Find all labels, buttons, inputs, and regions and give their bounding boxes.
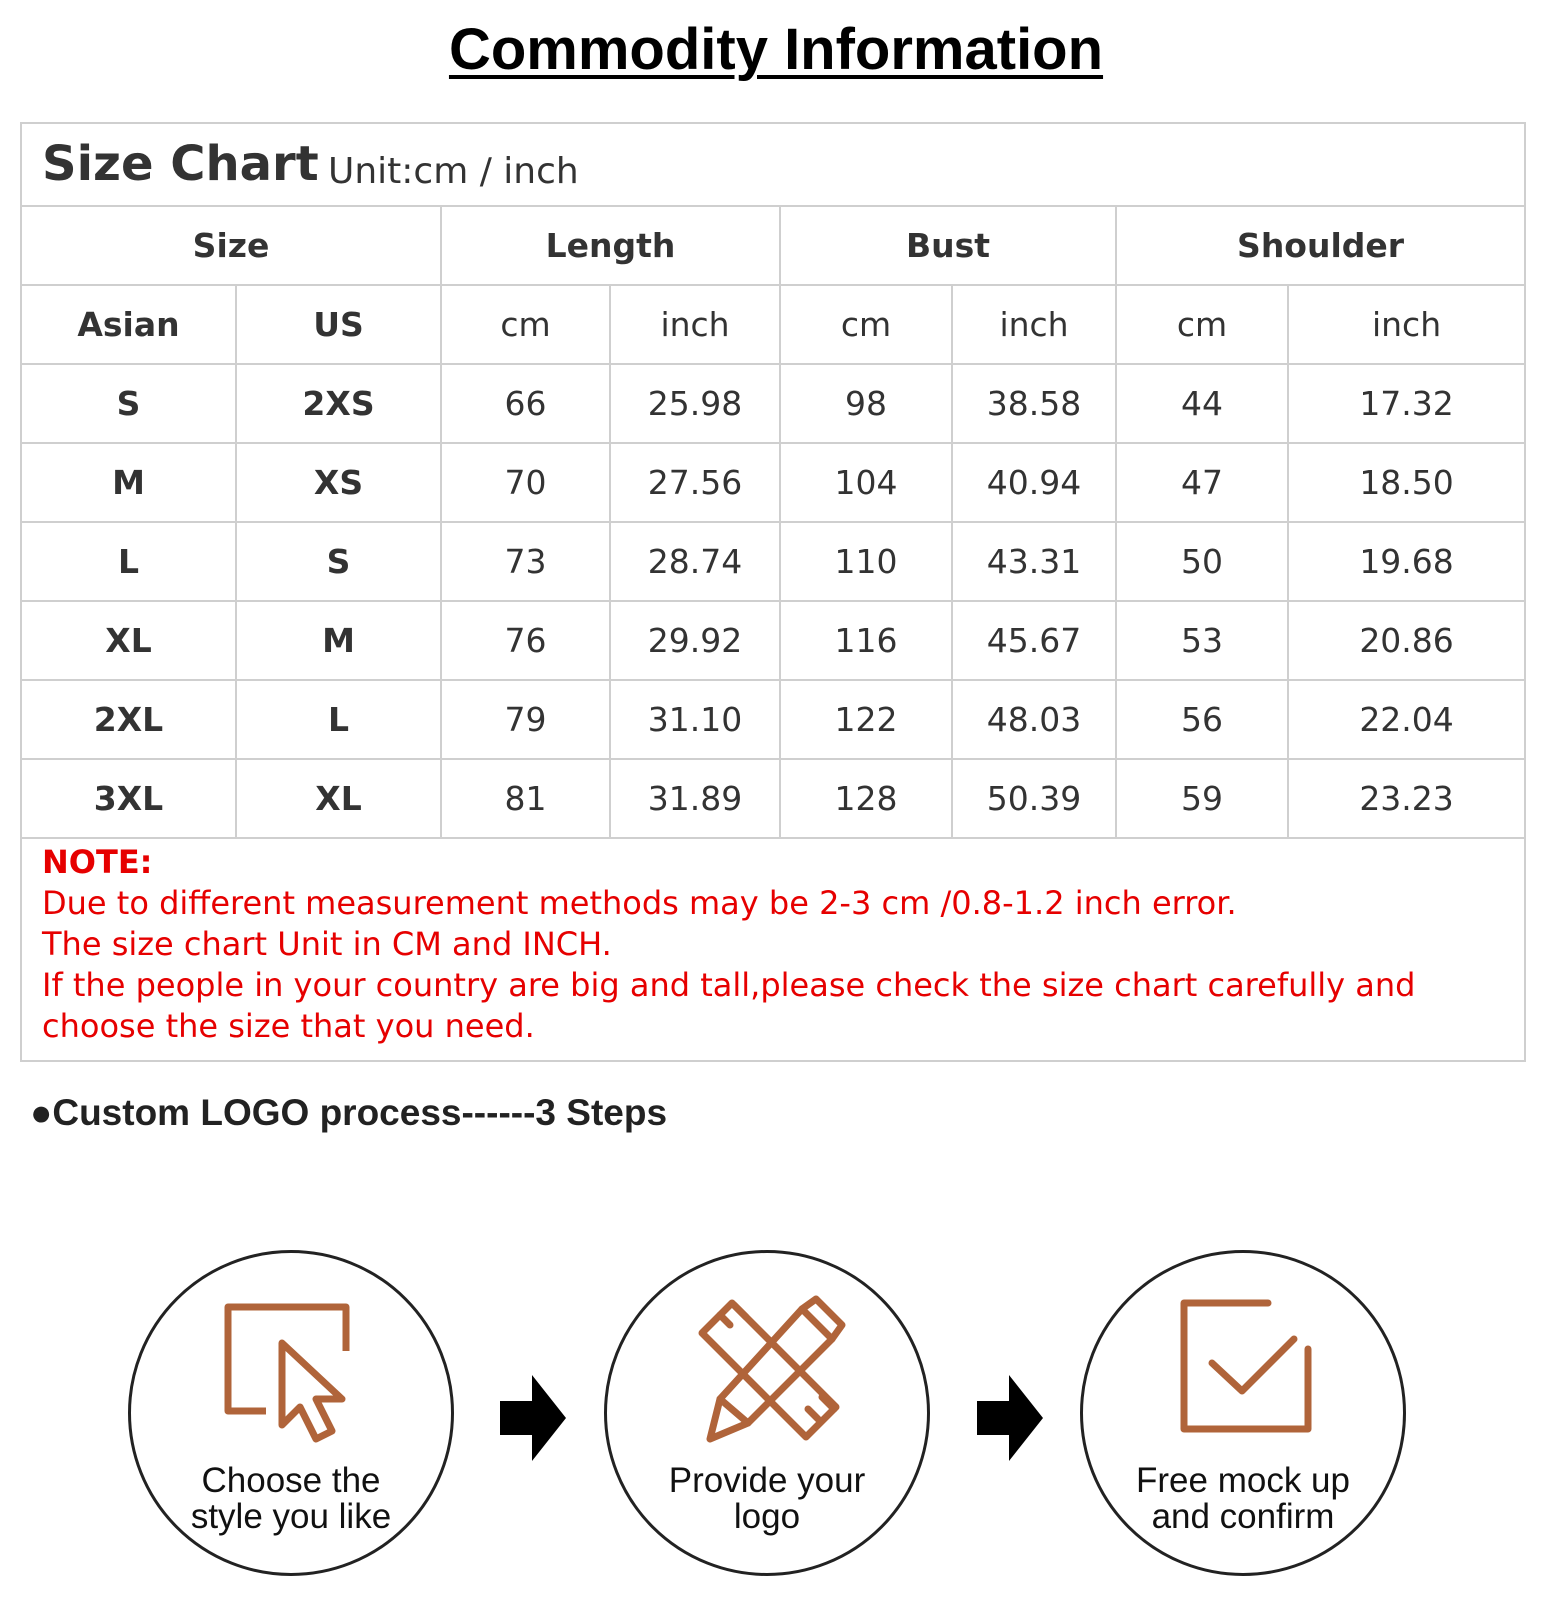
size-chart-header bbox=[22, 124, 1524, 207]
size-chart-title: Size Chart bbox=[42, 136, 319, 192]
cell-asian-size: XL bbox=[22, 601, 236, 680]
sub-header-shoulder-inch: inch bbox=[1288, 285, 1524, 364]
step-choose-style bbox=[128, 1250, 454, 1576]
step-mock-up-confirm bbox=[1080, 1250, 1406, 1576]
cell-bust-cm: 98 bbox=[780, 364, 952, 443]
sub-header-shoulder-cm: cm bbox=[1116, 285, 1288, 364]
cell-length-cm: 81 bbox=[441, 759, 610, 838]
cursor-select-icon bbox=[214, 1293, 374, 1453]
cell-shoulder-inch: 17.32 bbox=[1288, 364, 1524, 443]
header-size: Size bbox=[22, 207, 441, 285]
note-line-unit: The size chart Unit in CM and INCH. bbox=[42, 925, 612, 963]
cell-bust-cm: 128 bbox=[780, 759, 952, 838]
cell-shoulder-cm: 50 bbox=[1116, 522, 1288, 601]
cell-length-inch: 29.92 bbox=[610, 601, 780, 680]
cell-bust-inch: 45.67 bbox=[952, 601, 1116, 680]
cell-length-cm: 66 bbox=[441, 364, 610, 443]
step-label bbox=[627, 1463, 907, 1535]
page-title: Commodity Information bbox=[448, 17, 1104, 82]
note-line-advice: If the people in your country are big and tall,please check the size chart carefully and choose the size that you need. bbox=[42, 966, 1416, 1045]
cell-shoulder-inch: 18.50 bbox=[1288, 443, 1524, 522]
arrow-right-icon bbox=[498, 1373, 568, 1463]
cell-shoulder-inch: 22.04 bbox=[1288, 680, 1524, 759]
cell-shoulder-cm: 47 bbox=[1116, 443, 1288, 522]
cell-us-size: XL bbox=[236, 759, 441, 838]
pencil-ruler-icon bbox=[690, 1293, 850, 1453]
cell-bust-inch: 38.58 bbox=[952, 364, 1116, 443]
sub-header-bust-inch: inch bbox=[952, 285, 1116, 364]
cell-length-inch: 27.56 bbox=[610, 443, 780, 522]
sub-header-asian: Asian bbox=[22, 285, 236, 364]
table-row bbox=[22, 601, 1524, 680]
cell-us-size: 2XS bbox=[236, 364, 441, 443]
size-chart-unit: Unit:cm / inch bbox=[328, 151, 579, 192]
step-label-line1: Provide your bbox=[668, 1461, 866, 1500]
cell-length-cm: 79 bbox=[441, 680, 610, 759]
header-length: Length bbox=[441, 207, 780, 285]
cell-asian-size: 2XL bbox=[22, 680, 236, 759]
header-shoulder: Shoulder bbox=[1116, 207, 1524, 285]
sub-header-length-inch: inch bbox=[610, 285, 780, 364]
table-row bbox=[22, 364, 1524, 443]
step-label-line2: and confirm bbox=[1151, 1497, 1335, 1536]
note-title: NOTE: bbox=[42, 843, 153, 881]
cell-bust-inch: 40.94 bbox=[952, 443, 1116, 522]
cell-shoulder-cm: 56 bbox=[1116, 680, 1288, 759]
step-provide-logo bbox=[604, 1250, 930, 1576]
cell-length-cm: 76 bbox=[441, 601, 610, 680]
size-chart bbox=[20, 122, 1526, 1062]
cell-shoulder-cm: 44 bbox=[1116, 364, 1288, 443]
table-row bbox=[22, 759, 1524, 838]
cell-us-size: M bbox=[236, 601, 441, 680]
note-line-measurement: Due to different measurement methods may be 2-3 cm /0.8-1.2 inch error. bbox=[42, 884, 1237, 922]
step-label bbox=[151, 1463, 431, 1535]
step-label-line1: Choose the bbox=[201, 1461, 381, 1500]
sub-header-length-cm: cm bbox=[441, 285, 610, 364]
cell-bust-cm: 122 bbox=[780, 680, 952, 759]
cell-length-inch: 28.74 bbox=[610, 522, 780, 601]
cell-bust-cm: 110 bbox=[780, 522, 952, 601]
table-row bbox=[22, 522, 1524, 601]
cell-us-size: S bbox=[236, 522, 441, 601]
cell-shoulder-inch: 19.68 bbox=[1288, 522, 1524, 601]
cell-shoulder-cm: 53 bbox=[1116, 601, 1288, 680]
cell-length-inch: 25.98 bbox=[610, 364, 780, 443]
cell-us-size: XS bbox=[236, 443, 441, 522]
step-label-line1: Free mock up bbox=[1136, 1461, 1350, 1500]
cell-us-size: L bbox=[236, 680, 441, 759]
arrow-right-icon bbox=[975, 1373, 1045, 1463]
process-heading: ●Custom LOGO process------3 Steps bbox=[30, 1092, 668, 1133]
cell-length-inch: 31.89 bbox=[610, 759, 780, 838]
cell-shoulder-cm: 59 bbox=[1116, 759, 1288, 838]
header-bust: Bust bbox=[780, 207, 1116, 285]
size-table bbox=[22, 207, 1524, 839]
group-header-row bbox=[22, 207, 1524, 285]
cell-asian-size: L bbox=[22, 522, 236, 601]
table-row bbox=[22, 680, 1524, 759]
cell-shoulder-inch: 20.86 bbox=[1288, 601, 1524, 680]
sub-header-us: US bbox=[236, 285, 441, 364]
cell-bust-cm: 104 bbox=[780, 443, 952, 522]
cell-bust-inch: 48.03 bbox=[952, 680, 1116, 759]
cell-bust-inch: 50.39 bbox=[952, 759, 1116, 838]
cell-bust-cm: 116 bbox=[780, 601, 952, 680]
step-label bbox=[1103, 1463, 1383, 1535]
cell-asian-size: S bbox=[22, 364, 236, 443]
cell-asian-size: M bbox=[22, 443, 236, 522]
size-note bbox=[42, 842, 1502, 1047]
sub-header-bust-cm: cm bbox=[780, 285, 952, 364]
cell-length-cm: 70 bbox=[441, 443, 610, 522]
table-row bbox=[22, 443, 1524, 522]
cell-length-inch: 31.10 bbox=[610, 680, 780, 759]
checkbox-icon bbox=[1166, 1293, 1326, 1453]
step-label-line2: style you like bbox=[190, 1497, 392, 1536]
cell-asian-size: 3XL bbox=[22, 759, 236, 838]
cell-shoulder-inch: 23.23 bbox=[1288, 759, 1524, 838]
cell-length-cm: 73 bbox=[441, 522, 610, 601]
sub-header-row bbox=[22, 285, 1524, 364]
cell-bust-inch: 43.31 bbox=[952, 522, 1116, 601]
step-label-line2: logo bbox=[733, 1497, 801, 1536]
